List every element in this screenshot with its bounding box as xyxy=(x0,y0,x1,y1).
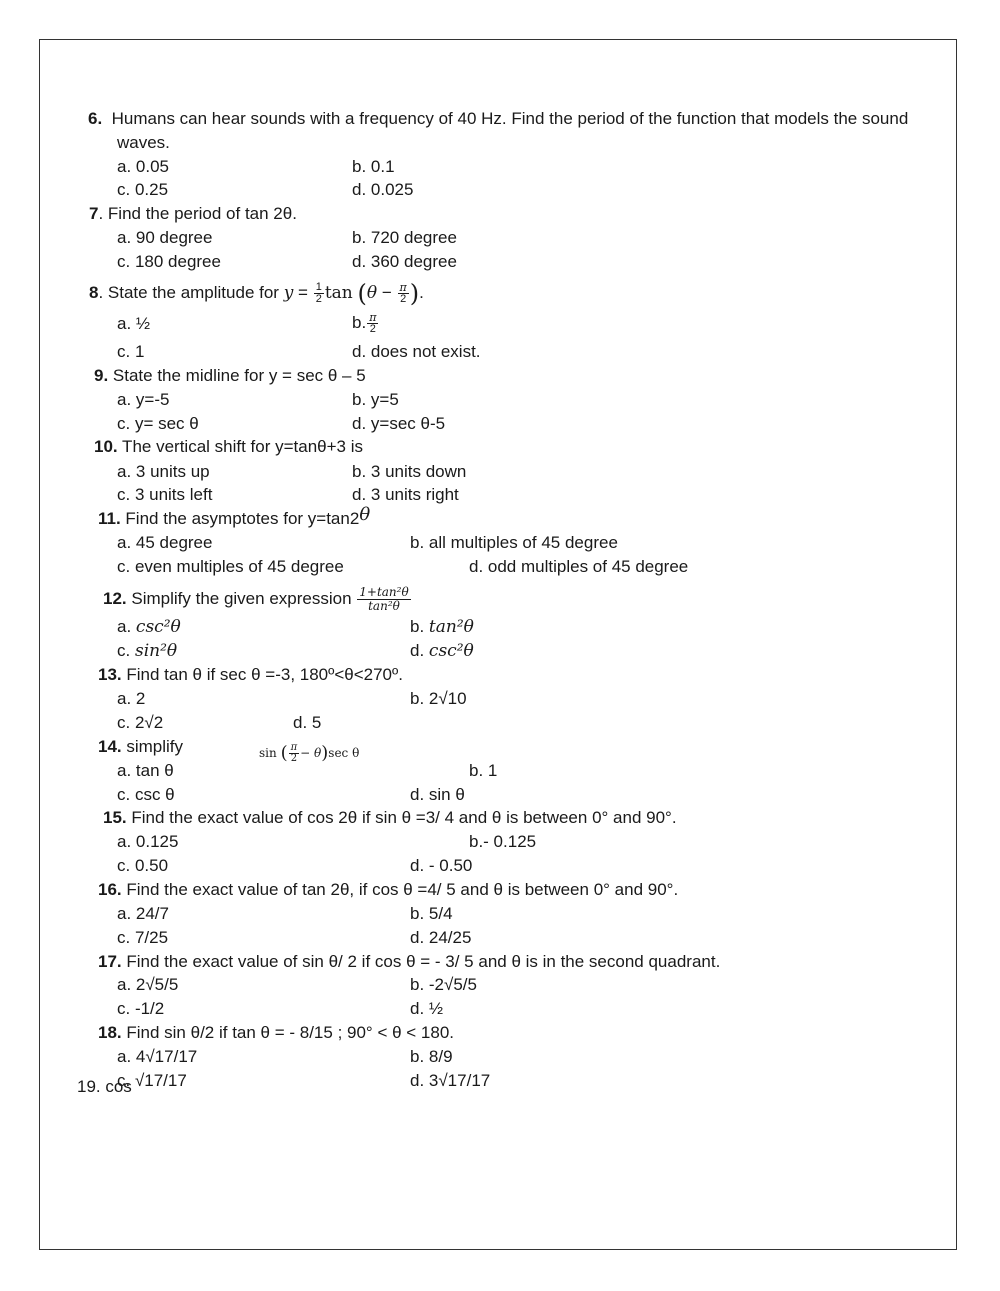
question-8: 8. State the amplitude for y = $\frac{1}{2}$ tan (θ − $\frac{\pi}{2}$ ). xyxy=(89,279,424,308)
option-b[interactable]: b. 8/9 xyxy=(410,1047,453,1066)
question-16 xyxy=(98,880,678,900)
option-d[interactable]: d. 24/25 xyxy=(410,928,472,947)
option-b[interactable]: b. 5/4 xyxy=(410,904,453,923)
question-number: 16. xyxy=(98,880,122,899)
option-b[interactable]: b. 0.1 xyxy=(352,157,395,176)
option-expression: csc²θ xyxy=(428,641,474,661)
question-11 xyxy=(98,504,371,529)
question-number: 14. xyxy=(98,737,122,756)
option-b[interactable]: b. all multiples of 45 degree xyxy=(410,533,618,552)
question-number: 8 xyxy=(89,283,99,302)
option-b[interactable]: b. 2√10 xyxy=(410,689,467,708)
option-a[interactable]: a. 0.05 xyxy=(117,157,169,176)
question-number: 17. xyxy=(98,952,122,971)
equation-pi-over-2: $\frac{\pi}{2}$ xyxy=(399,281,407,306)
option-b[interactable]: b. y=5 xyxy=(352,390,399,409)
equation-tan: tan xyxy=(324,283,353,303)
option-a[interactable]: a. 90 degree xyxy=(117,228,213,247)
option-d[interactable] xyxy=(410,641,474,661)
option-a[interactable]: a. 2 xyxy=(117,689,146,708)
question-text: Simplify the given expression xyxy=(126,589,352,608)
option-c[interactable]: c. 2√2 xyxy=(117,713,164,732)
question-6 xyxy=(88,109,908,129)
option-b[interactable]: b.- 0.125 xyxy=(469,832,537,851)
option-a[interactable]: a. 45 degree xyxy=(117,533,213,552)
question-text: State the midline for y = sec θ – 5 xyxy=(108,366,366,385)
question-text: . Find the period of tan 2θ. xyxy=(98,204,297,223)
question-number: 7 xyxy=(89,204,99,223)
question-14 xyxy=(98,737,183,757)
option-d[interactable]: d. does not exist. xyxy=(352,342,481,361)
question-text: simplify xyxy=(121,737,184,756)
option-b[interactable] xyxy=(410,617,474,637)
question-text: Find tan θ if sec θ =-3, 180º<θ<270º. xyxy=(121,665,403,684)
option-d[interactable]: d. 3√17/17 xyxy=(410,1071,491,1090)
option-c[interactable]: c. 0.50 xyxy=(117,856,169,875)
option-label: b. xyxy=(352,313,367,332)
option-a[interactable] xyxy=(117,617,181,637)
option-c[interactable]: c. √17/17 xyxy=(117,1071,187,1090)
question-text: Humans can hear sounds with a frequency of 40 Hz. Find the period of the function that models the sound xyxy=(111,109,909,128)
option-c[interactable]: c. even multiples of 45 degree xyxy=(117,557,344,576)
question-number: 10. xyxy=(94,437,118,456)
question-text: Find the exact value of cos 2θ if sin θ =3/ 4 and θ is between 0° and 90°. xyxy=(126,808,677,827)
equation-equals: = xyxy=(298,283,308,302)
option-label: a. xyxy=(117,617,132,636)
option-c[interactable]: c. 7/25 xyxy=(117,928,169,947)
option-a[interactable]: a. ½ xyxy=(117,314,151,333)
option-b[interactable]: b. 1 xyxy=(469,761,498,780)
option-b[interactable]: b. -2√5/5 xyxy=(410,975,477,994)
option-a[interactable]: a. 0.125 xyxy=(117,832,179,851)
option-d[interactable]: d. 3 units right xyxy=(352,485,459,504)
option-label: c. xyxy=(117,641,131,660)
option-d[interactable]: d. ½ xyxy=(410,999,444,1018)
question-number: 11. xyxy=(98,509,121,528)
option-expression: sin²θ xyxy=(134,641,178,661)
question-number: 9. xyxy=(94,366,109,385)
equation-half: $\frac{1}{2}$ xyxy=(315,281,322,306)
expression-pi-over-2: $\frac{\pi}{2}$ xyxy=(290,742,298,764)
option-d[interactable]: d. 0.025 xyxy=(352,180,414,199)
option-a[interactable]: a. 4√17/17 xyxy=(117,1047,198,1066)
question-text: . State the amplitude for xyxy=(98,283,279,302)
option-c[interactable]: c. y= sec θ xyxy=(117,414,199,433)
option-label: b. xyxy=(410,617,425,636)
equation-theta: θ xyxy=(366,283,378,303)
equation-y: y xyxy=(283,283,294,303)
question-7 xyxy=(89,204,297,224)
option-expression: csc²θ xyxy=(135,617,181,637)
option-a[interactable]: a. 3 units up xyxy=(117,462,210,481)
expression-fraction: $\frac{\text{1+tan²θ}}{\text{tan²θ}}$ xyxy=(359,585,409,614)
expression-sin: sin xyxy=(259,746,277,760)
question-text: The vertical shift for y=tanθ+3 is xyxy=(117,437,364,456)
question-17 xyxy=(98,952,720,972)
question-18 xyxy=(98,1023,454,1043)
option-d[interactable]: d. 360 degree xyxy=(352,252,457,271)
question-number: 15. xyxy=(103,808,127,827)
option-a[interactable]: a. y=-5 xyxy=(117,390,170,409)
option-a[interactable]: a. tan θ xyxy=(117,761,174,780)
option-d[interactable]: d. y=sec θ-5 xyxy=(352,414,446,433)
expression-sec: sec θ xyxy=(328,746,360,760)
question-text: Find sin θ/2 if tan θ = - 8/15 ; 90° < θ < 180. xyxy=(121,1023,455,1042)
expression-minus-theta: − θ xyxy=(300,746,322,760)
question-number: 6. xyxy=(88,109,103,128)
option-c[interactable]: c. 3 units left xyxy=(117,485,213,504)
question-15 xyxy=(103,808,677,828)
question-10 xyxy=(94,437,363,457)
question-number: 12. xyxy=(103,589,127,608)
option-d[interactable]: d. sin θ xyxy=(410,785,465,804)
question-text: Find the exact value of tan 2θ, if cos θ =4/ 5 and θ is between 0° and 90°. xyxy=(121,880,679,899)
option-d[interactable]: d. odd multiples of 45 degree xyxy=(469,557,689,576)
equation-minus: − xyxy=(381,283,392,302)
expression-14: sin ( $\frac{\pi}{2}$ − θ)sec θ xyxy=(259,742,360,764)
option-a[interactable]: a. 24/7 xyxy=(117,904,169,923)
question-number: 18. xyxy=(98,1023,122,1042)
question-text: Find the exact value of sin θ/ 2 if cos θ = - 3/ 5 and θ is in the second quadrant. xyxy=(121,952,721,971)
option-c[interactable]: c. csc θ xyxy=(117,785,175,804)
option-b[interactable]: b. 720 degree xyxy=(352,228,457,247)
option-c[interactable]: c. -1/2 xyxy=(117,999,165,1018)
option-c[interactable]: c. 180 degree xyxy=(117,252,221,271)
option-c[interactable]: c. 0.25 xyxy=(117,180,169,199)
theta-symbol: θ xyxy=(359,504,371,525)
question-12 xyxy=(103,586,412,613)
option-d[interactable]: d. - 0.50 xyxy=(410,856,473,875)
option-expression: tan²θ xyxy=(428,617,474,637)
option-c[interactable]: c. 1 xyxy=(117,342,145,361)
option-b[interactable]: b. 3 units down xyxy=(352,462,467,481)
option-c[interactable] xyxy=(117,641,177,661)
option-d[interactable]: d. 5 xyxy=(293,713,322,732)
option-label: d. xyxy=(410,641,425,660)
pi-over-2: $\frac{\pi}{2}$ xyxy=(369,311,377,336)
question-text-continued: waves. xyxy=(117,133,170,152)
question-text: Find the asymptotes for y=tan2 xyxy=(120,509,360,528)
question-9 xyxy=(94,366,366,386)
equation-period: . xyxy=(419,283,424,302)
option-b[interactable] xyxy=(352,310,379,336)
question-number: 13. xyxy=(98,665,122,684)
question-13 xyxy=(98,665,403,685)
option-a[interactable]: a. 2√5/5 xyxy=(117,975,179,994)
question-19-fragment: 19. cos xyxy=(77,1077,132,1096)
